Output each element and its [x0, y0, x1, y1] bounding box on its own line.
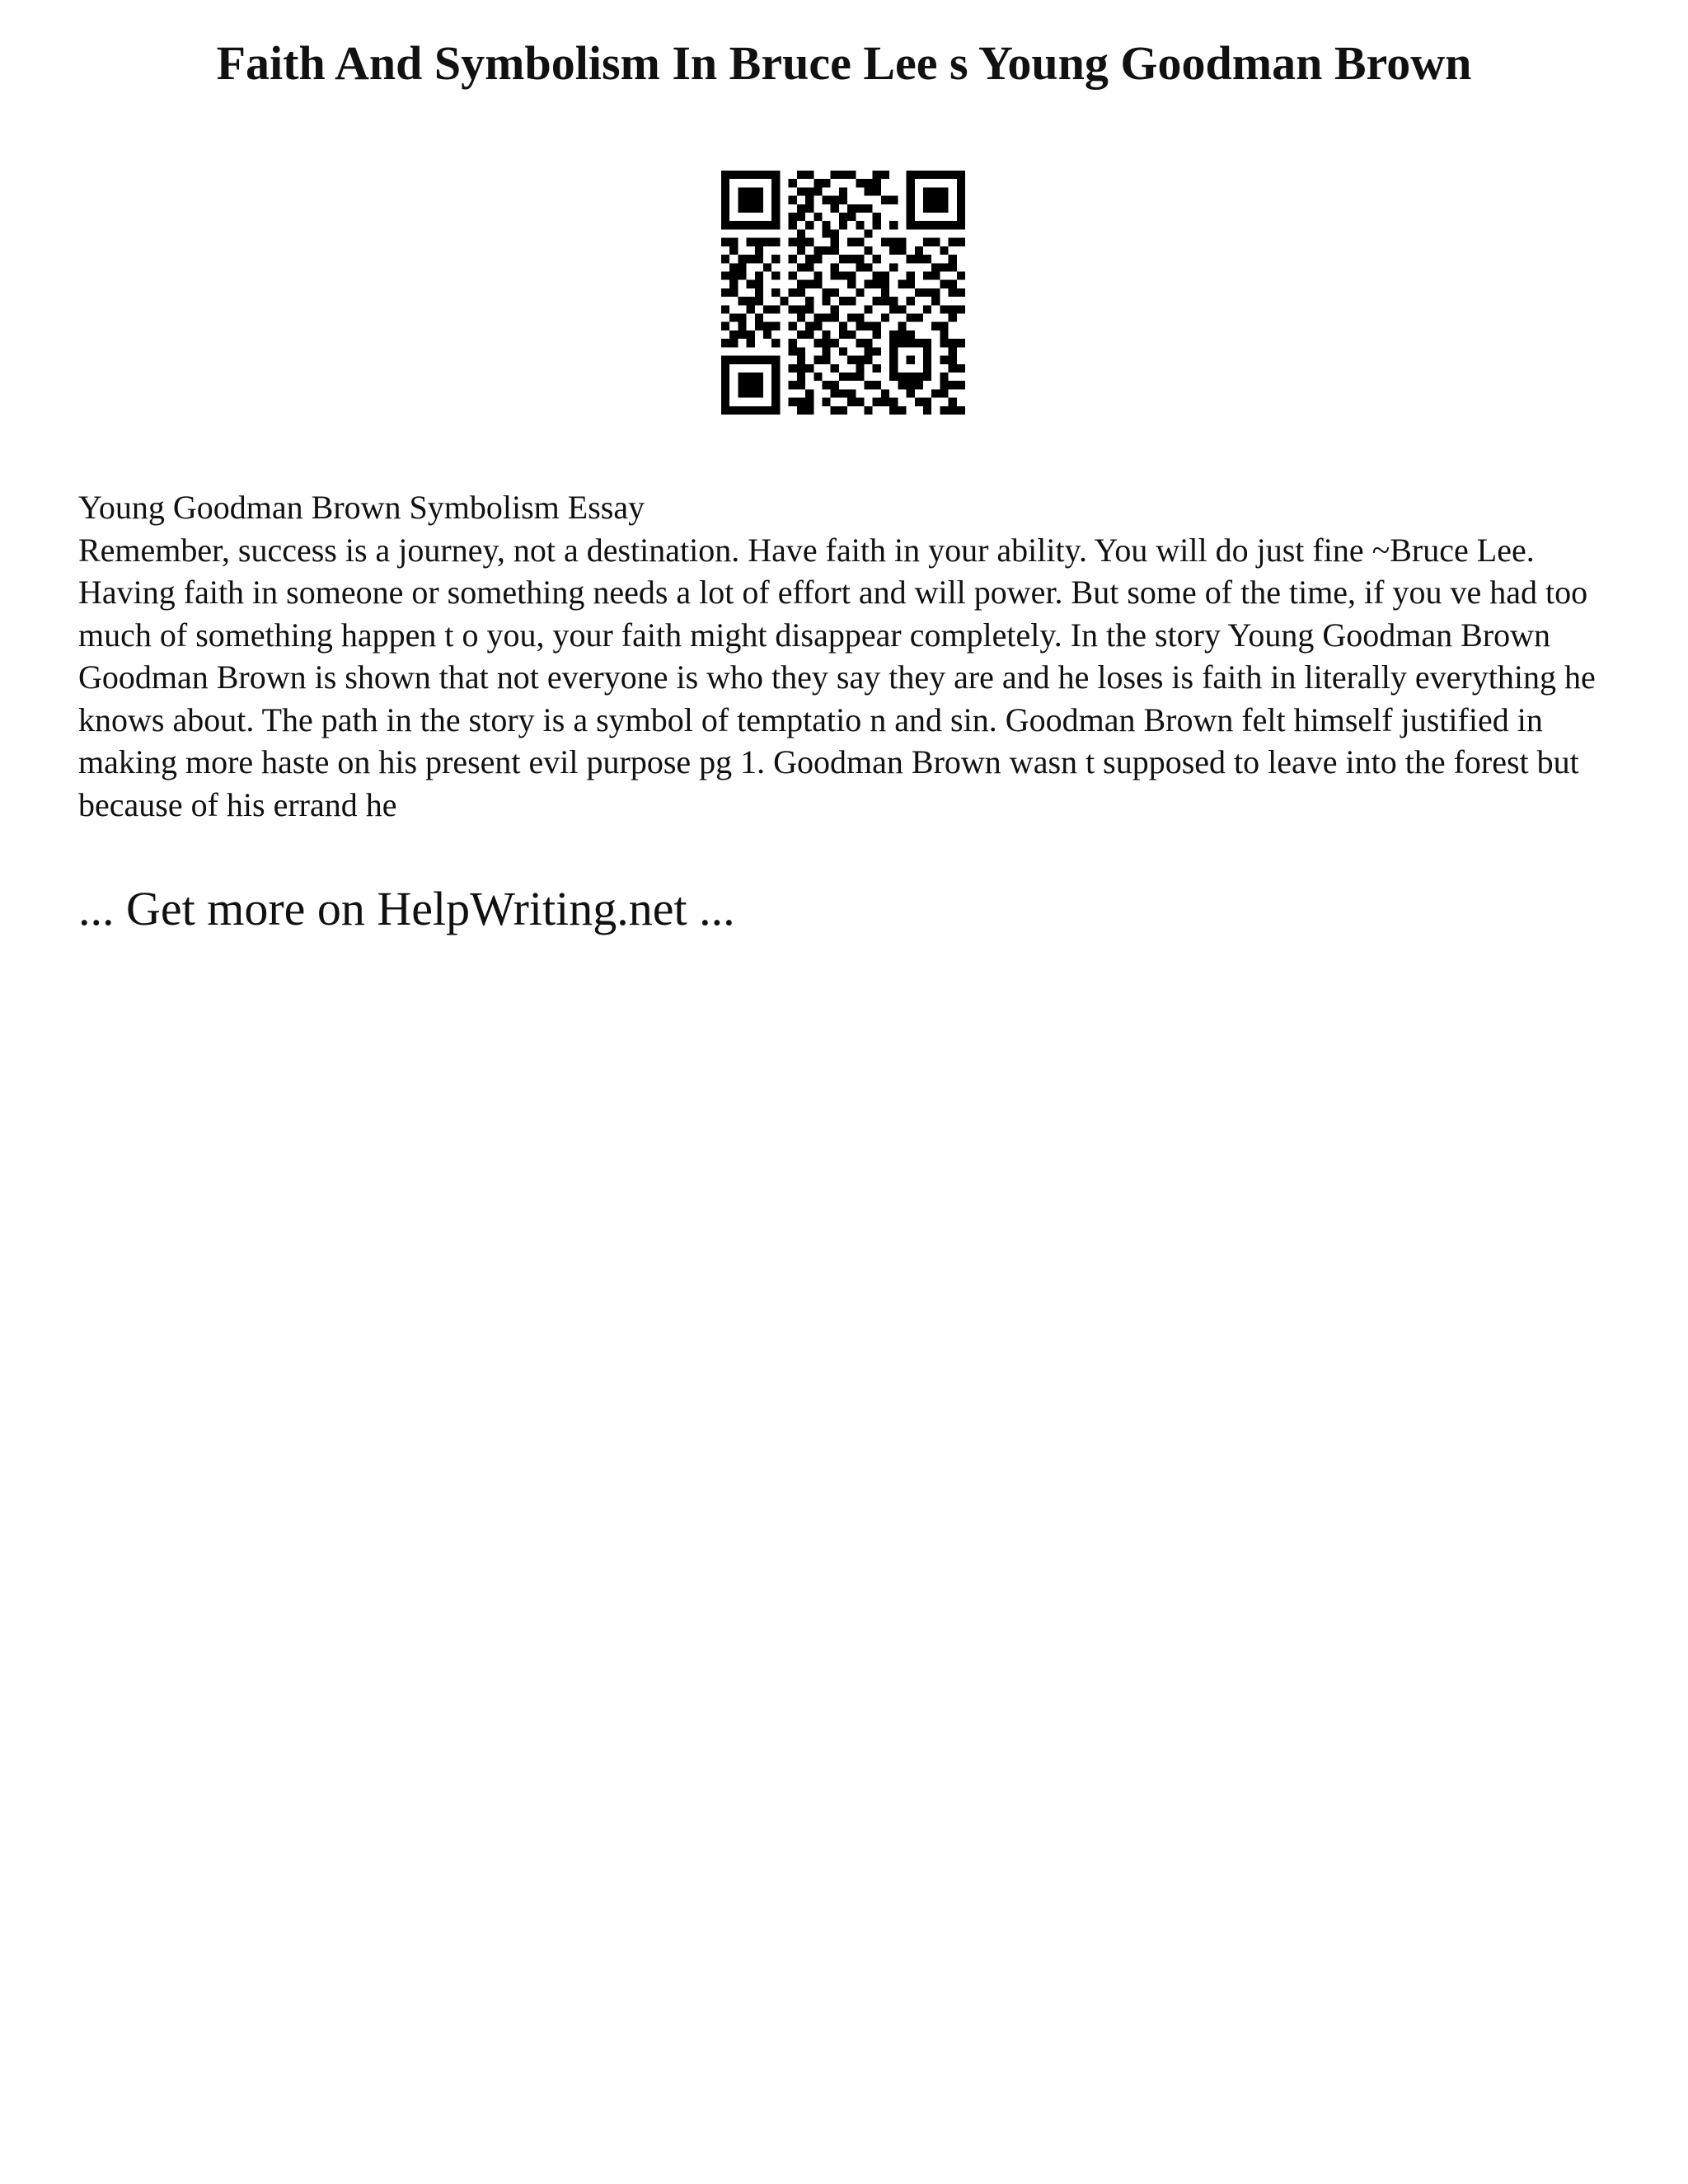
get-more-link[interactable]: ... Get more on HelpWriting.net ...: [78, 882, 735, 935]
paragraph: Goodman Brown is shown that not everyone is who they say they are and he loses is faith in literally everything he knows about. The path in the story is a symbol of temptatio n and sin. Goodman Brown felt himself justified in making more haste on his present evil purpose pg 1. Goodman Brown wasn t supposed to leave into the forest but because of his errand he: [78, 658, 1596, 823]
paragraph: Remember, success is a journey, not a destination. Have faith in your ability. You will do just fine ~Bruce Lee. Having faith in someone or something needs a lot of effort and will power. But some of the time, if you ve had too much of something happen t o you, your faith might disappear completely. In the story Young Goodman Brown: [78, 531, 1588, 654]
qr-code-icon: [721, 171, 965, 415]
document-title: Faith And Symbolism In Bruce Lee s Young Goodman Brown: [216, 36, 1472, 90]
paragraph-heading: Young Goodman Brown Symbolism Essay: [78, 489, 645, 526]
document-body: [78, 486, 1628, 826]
